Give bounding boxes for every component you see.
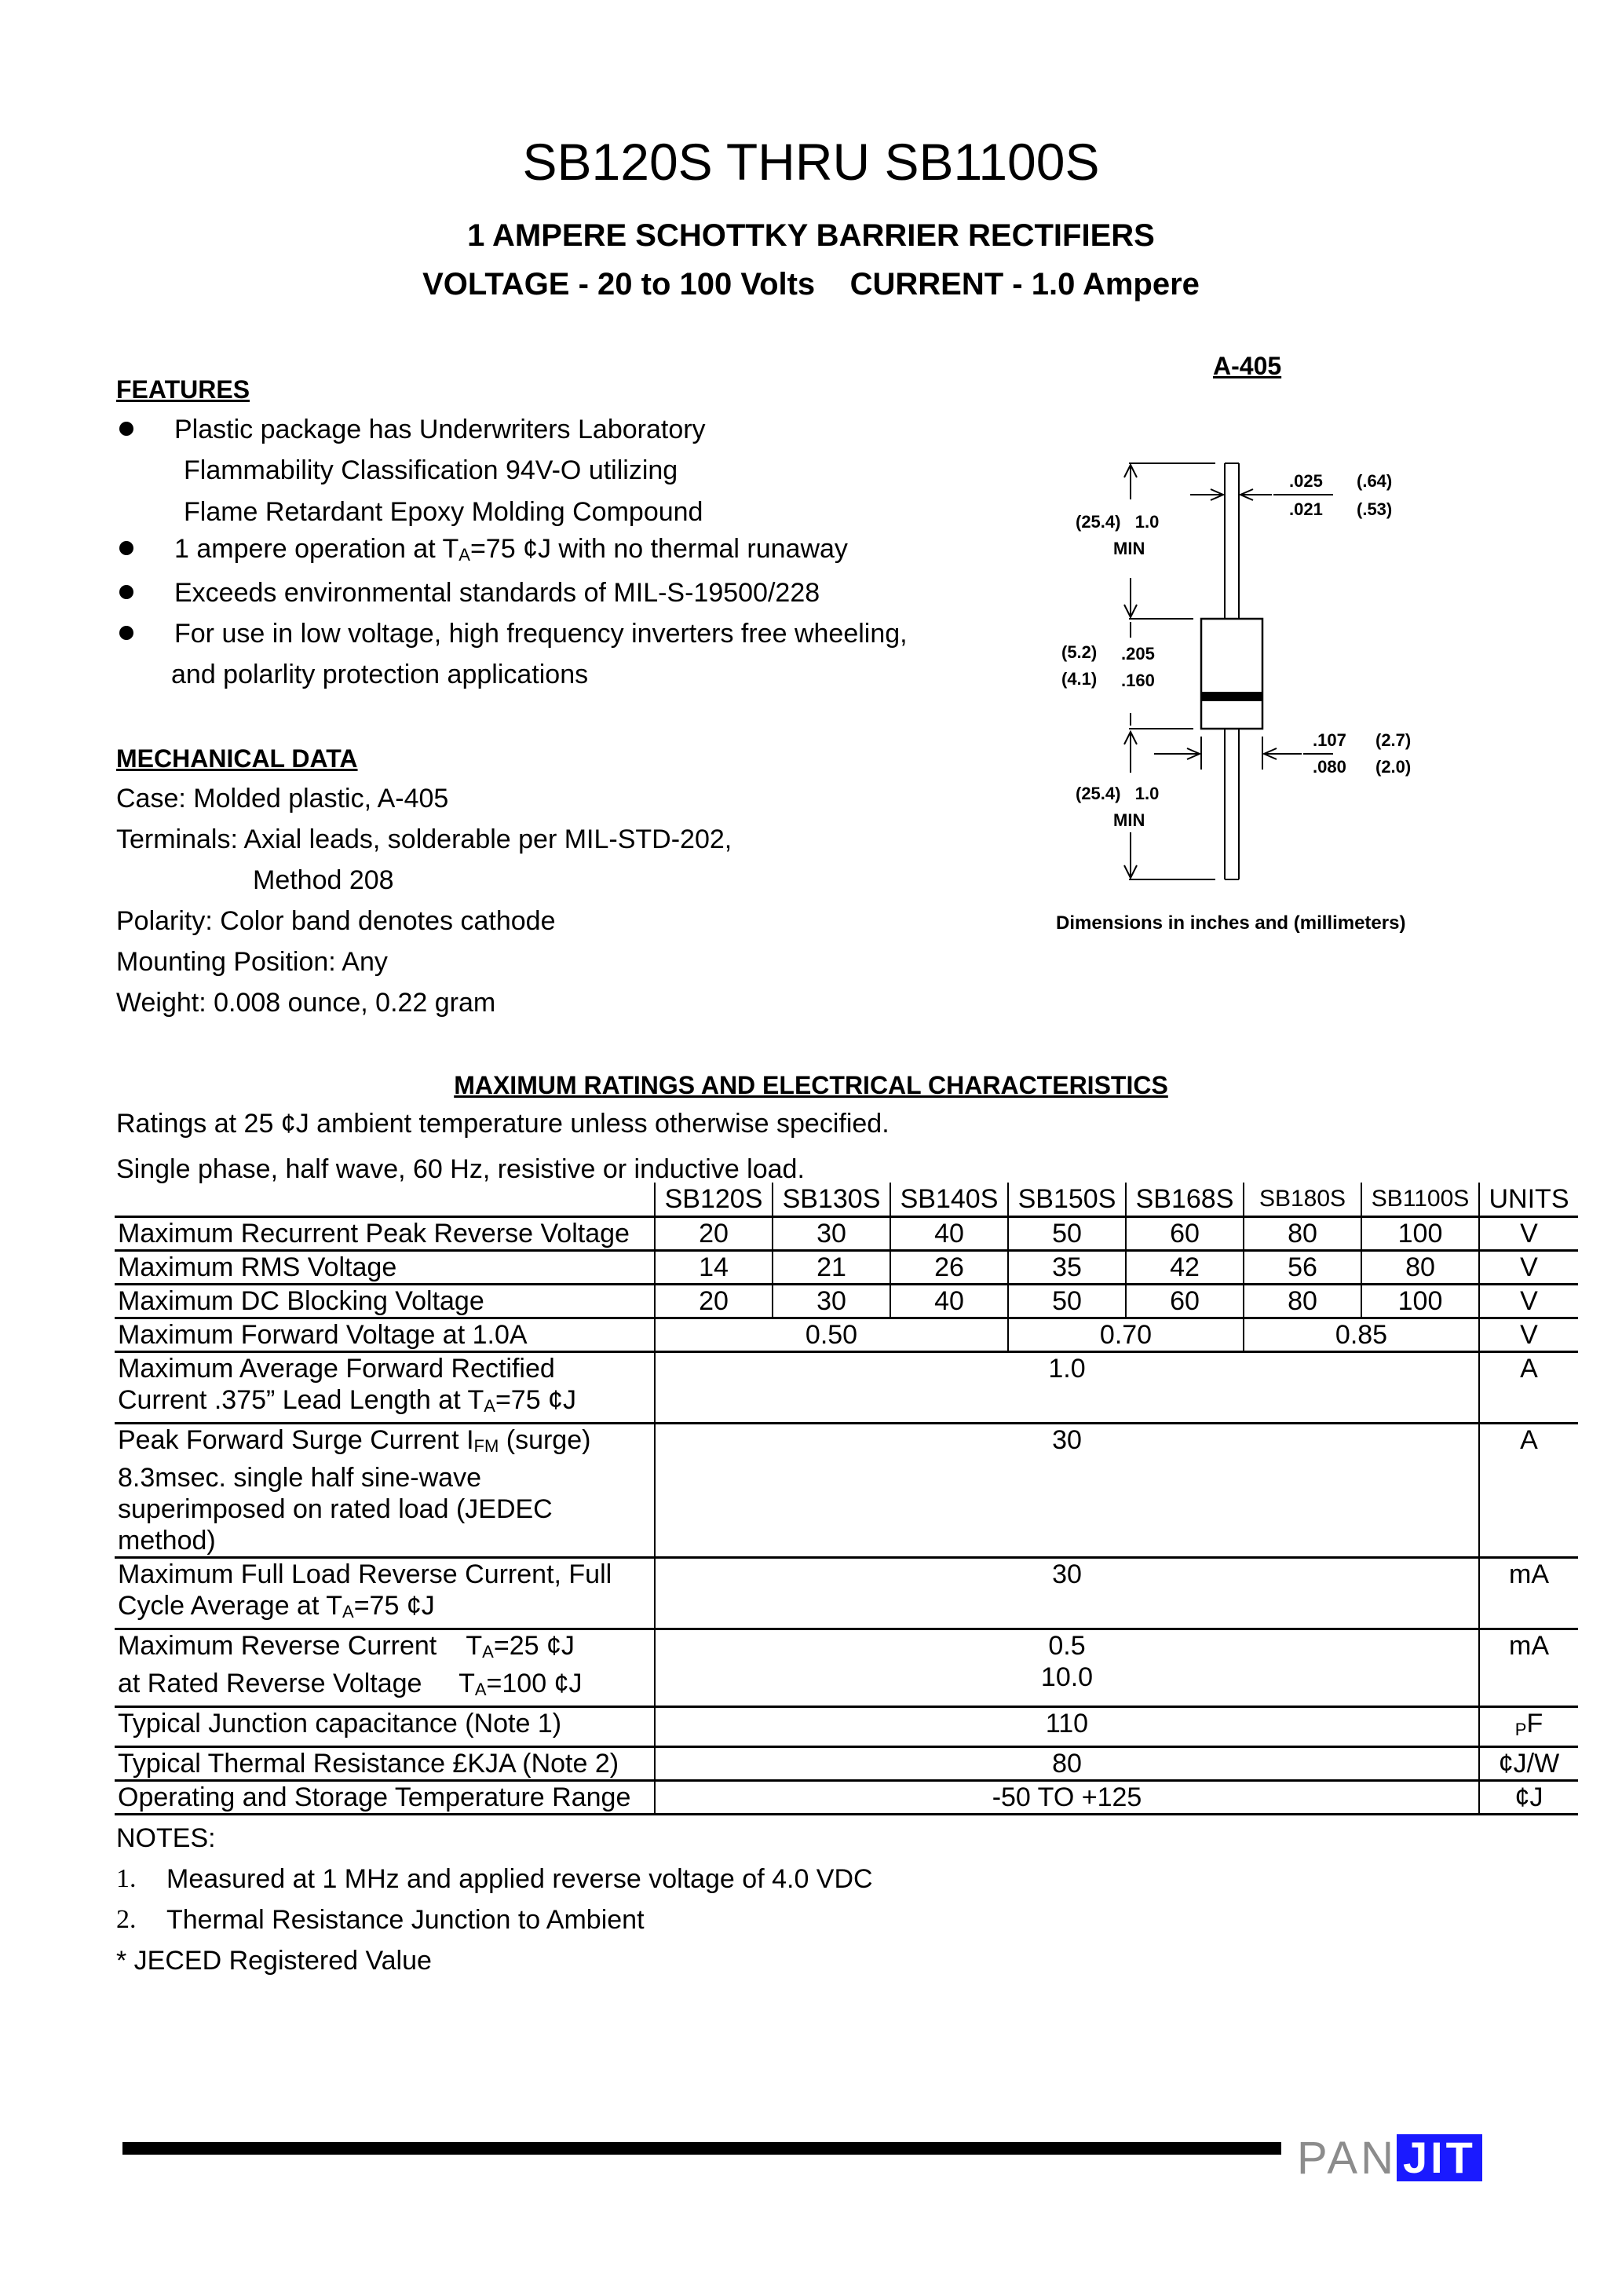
lead-dia-mm-bot: (.53) bbox=[1357, 499, 1393, 519]
body-length-mm-top: (5.2) bbox=[1061, 642, 1098, 662]
lead-length-top: (25.4) 1.0 bbox=[1076, 512, 1160, 532]
page-title: SB120S THRU SB1100S bbox=[522, 133, 1100, 191]
ratings-table bbox=[115, 1183, 1578, 1815]
table-row: Maximum Reverse Current $T_A=25$ ¢J at Rated Reverse Voltage $T_A=100$ ¢J 0.5 10.0 mA bbox=[115, 1629, 1578, 1707]
note-number: 2. bbox=[116, 1905, 137, 1934]
lead-dia-mm-top: (.64) bbox=[1357, 471, 1393, 491]
col-header: SB1100S bbox=[1361, 1183, 1479, 1217]
feature-line: Flame Retardant Epoxy Molding Compound bbox=[184, 497, 703, 527]
feature-line: and polarlity protection applications bbox=[171, 660, 589, 689]
panjit-logo bbox=[1297, 2132, 1482, 2184]
table-row: Maximum RMS Voltage 14 21 26 35 42 56 80 V bbox=[115, 1251, 1578, 1285]
col-header: SB120S bbox=[655, 1183, 773, 1217]
col-header: UNITS bbox=[1479, 1183, 1578, 1217]
mechanical-line: Case: Molded plastic, A-405 bbox=[116, 784, 449, 813]
table-row: Maximum Average Forward Rectified Current .375” Lead Length at $T_A=75$ ¢J 1.0 A bbox=[115, 1352, 1578, 1424]
note-number: 1. bbox=[116, 1864, 137, 1893]
note-text: Thermal Resistance Junction to Ambient bbox=[166, 1905, 645, 1935]
body-dia-in-top: .107 bbox=[1313, 730, 1346, 750]
table-row: Maximum Recurrent Peak Reverse Voltage 20 30 40 50 60 80 100 V bbox=[115, 1217, 1578, 1251]
table-header-row bbox=[115, 1183, 1578, 1217]
product-subtitle: 1 AMPERE SCHOTTKY BARRIER RECTIFIERS bbox=[467, 218, 1155, 253]
lead-dia-in-bot: .021 bbox=[1289, 499, 1323, 519]
lead-length-min: MIN bbox=[1113, 539, 1145, 558]
lead-length-bottom: (25.4) 1.0 bbox=[1076, 784, 1160, 803]
feature-line: For use in low voltage, high frequency inverters free wheeling, bbox=[174, 619, 908, 649]
body-length-mm-bot: (4.1) bbox=[1061, 669, 1098, 689]
body-dia-mm-bot: (2.0) bbox=[1375, 757, 1412, 777]
ratings-note-2: Single phase, half wave, 60 Hz, resistive or inductive load. bbox=[116, 1154, 805, 1184]
col-header: SB130S bbox=[773, 1183, 890, 1217]
body-dia-in-bot: .080 bbox=[1313, 757, 1346, 777]
feature-line: Flammability Classification 94V-O utilizing bbox=[184, 455, 678, 485]
ratings-note-1: Ratings at 25 ¢J ambient temperature unless otherwise specified. bbox=[116, 1109, 890, 1139]
col-header: SB150S bbox=[1008, 1183, 1126, 1217]
col-header: SB180S bbox=[1244, 1183, 1361, 1217]
lead-dia-in-top: .025 bbox=[1289, 471, 1323, 491]
table-row: Operating and Storage Temperature Range -50 TO +125 ¢J bbox=[115, 1781, 1578, 1815]
feature-line: Exceeds environmental standards of MIL-S-19500/228 bbox=[174, 578, 820, 608]
feature-line: Plastic package has Underwriters Laboratory bbox=[174, 415, 706, 444]
bullet-icon bbox=[119, 422, 133, 436]
body-dia-mm-top: (2.7) bbox=[1375, 730, 1412, 750]
mechanical-line: Polarity: Color band denotes cathode bbox=[116, 906, 556, 936]
feature-line: 1 ampere operation at $T_A=75$ ¢J with no thermal runaway bbox=[174, 534, 848, 565]
package-outline-diagram bbox=[1036, 440, 1476, 942]
body-length-in-top: .205 bbox=[1121, 644, 1155, 664]
mechanical-line: Terminals: Axial leads, solderable per MIL-STD-202, bbox=[116, 824, 732, 854]
note-text: * JECED Registered Value bbox=[116, 1946, 432, 1976]
voltage-current-rating: VOLTAGE - 20 to 100 Volts CURRENT - 1.0 Ampere bbox=[422, 267, 1200, 302]
col-header: SB140S bbox=[890, 1183, 1008, 1217]
table-row: Maximum Full Load Reverse Current, Full Cycle Average at $T_A=75$ ¢J 30 mA bbox=[115, 1558, 1578, 1629]
features-heading: FEATURES bbox=[116, 375, 250, 404]
bullet-icon bbox=[119, 541, 133, 555]
footer-rule bbox=[122, 2142, 1281, 2155]
bullet-icon bbox=[119, 585, 133, 599]
bullet-icon bbox=[119, 626, 133, 640]
logo-text-left: PAN bbox=[1297, 2132, 1397, 2184]
mechanical-heading: MECHANICAL DATA bbox=[116, 744, 358, 773]
mechanical-line: Method 208 bbox=[253, 865, 394, 895]
lead-length-min-bottom: MIN bbox=[1113, 810, 1145, 830]
package-label: A-405 bbox=[1213, 352, 1282, 380]
table-row: Maximum DC Blocking Voltage 20 30 40 50 60 80 100 V bbox=[115, 1285, 1578, 1318]
logo-text-right: JIT bbox=[1397, 2134, 1482, 2181]
note-text: Measured at 1 MHz and applied reverse voltage of 4.0 VDC bbox=[166, 1864, 873, 1894]
table-row: Peak Forward Surge Current $I_{FM}$ (surge) 8.3msec. single half sine-wave superimposed on rated load (JEDEC method) 30 A bbox=[115, 1424, 1578, 1558]
table-row: Typical Junction capacitance (Note 1) 110 $_P$F bbox=[115, 1707, 1578, 1747]
notes-heading: NOTES: bbox=[116, 1823, 216, 1853]
col-header: SB168S bbox=[1126, 1183, 1244, 1217]
diagram-caption: Dimensions in inches and (millimeters) bbox=[1056, 912, 1406, 934]
mechanical-line: Weight: 0.008 ounce, 0.22 gram bbox=[116, 988, 496, 1018]
table-row: Typical Thermal Resistance £KJA (Note 2) 80 ¢J/W bbox=[115, 1747, 1578, 1781]
table-row: Maximum Forward Voltage at 1.0A 0.50 0.70 0.85 V bbox=[115, 1318, 1578, 1352]
ratings-heading: MAXIMUM RATINGS AND ELECTRICAL CHARACTERISTICS bbox=[454, 1071, 1168, 1099]
body-length-in-bot: .160 bbox=[1121, 671, 1155, 690]
mechanical-line: Mounting Position: Any bbox=[116, 947, 388, 977]
